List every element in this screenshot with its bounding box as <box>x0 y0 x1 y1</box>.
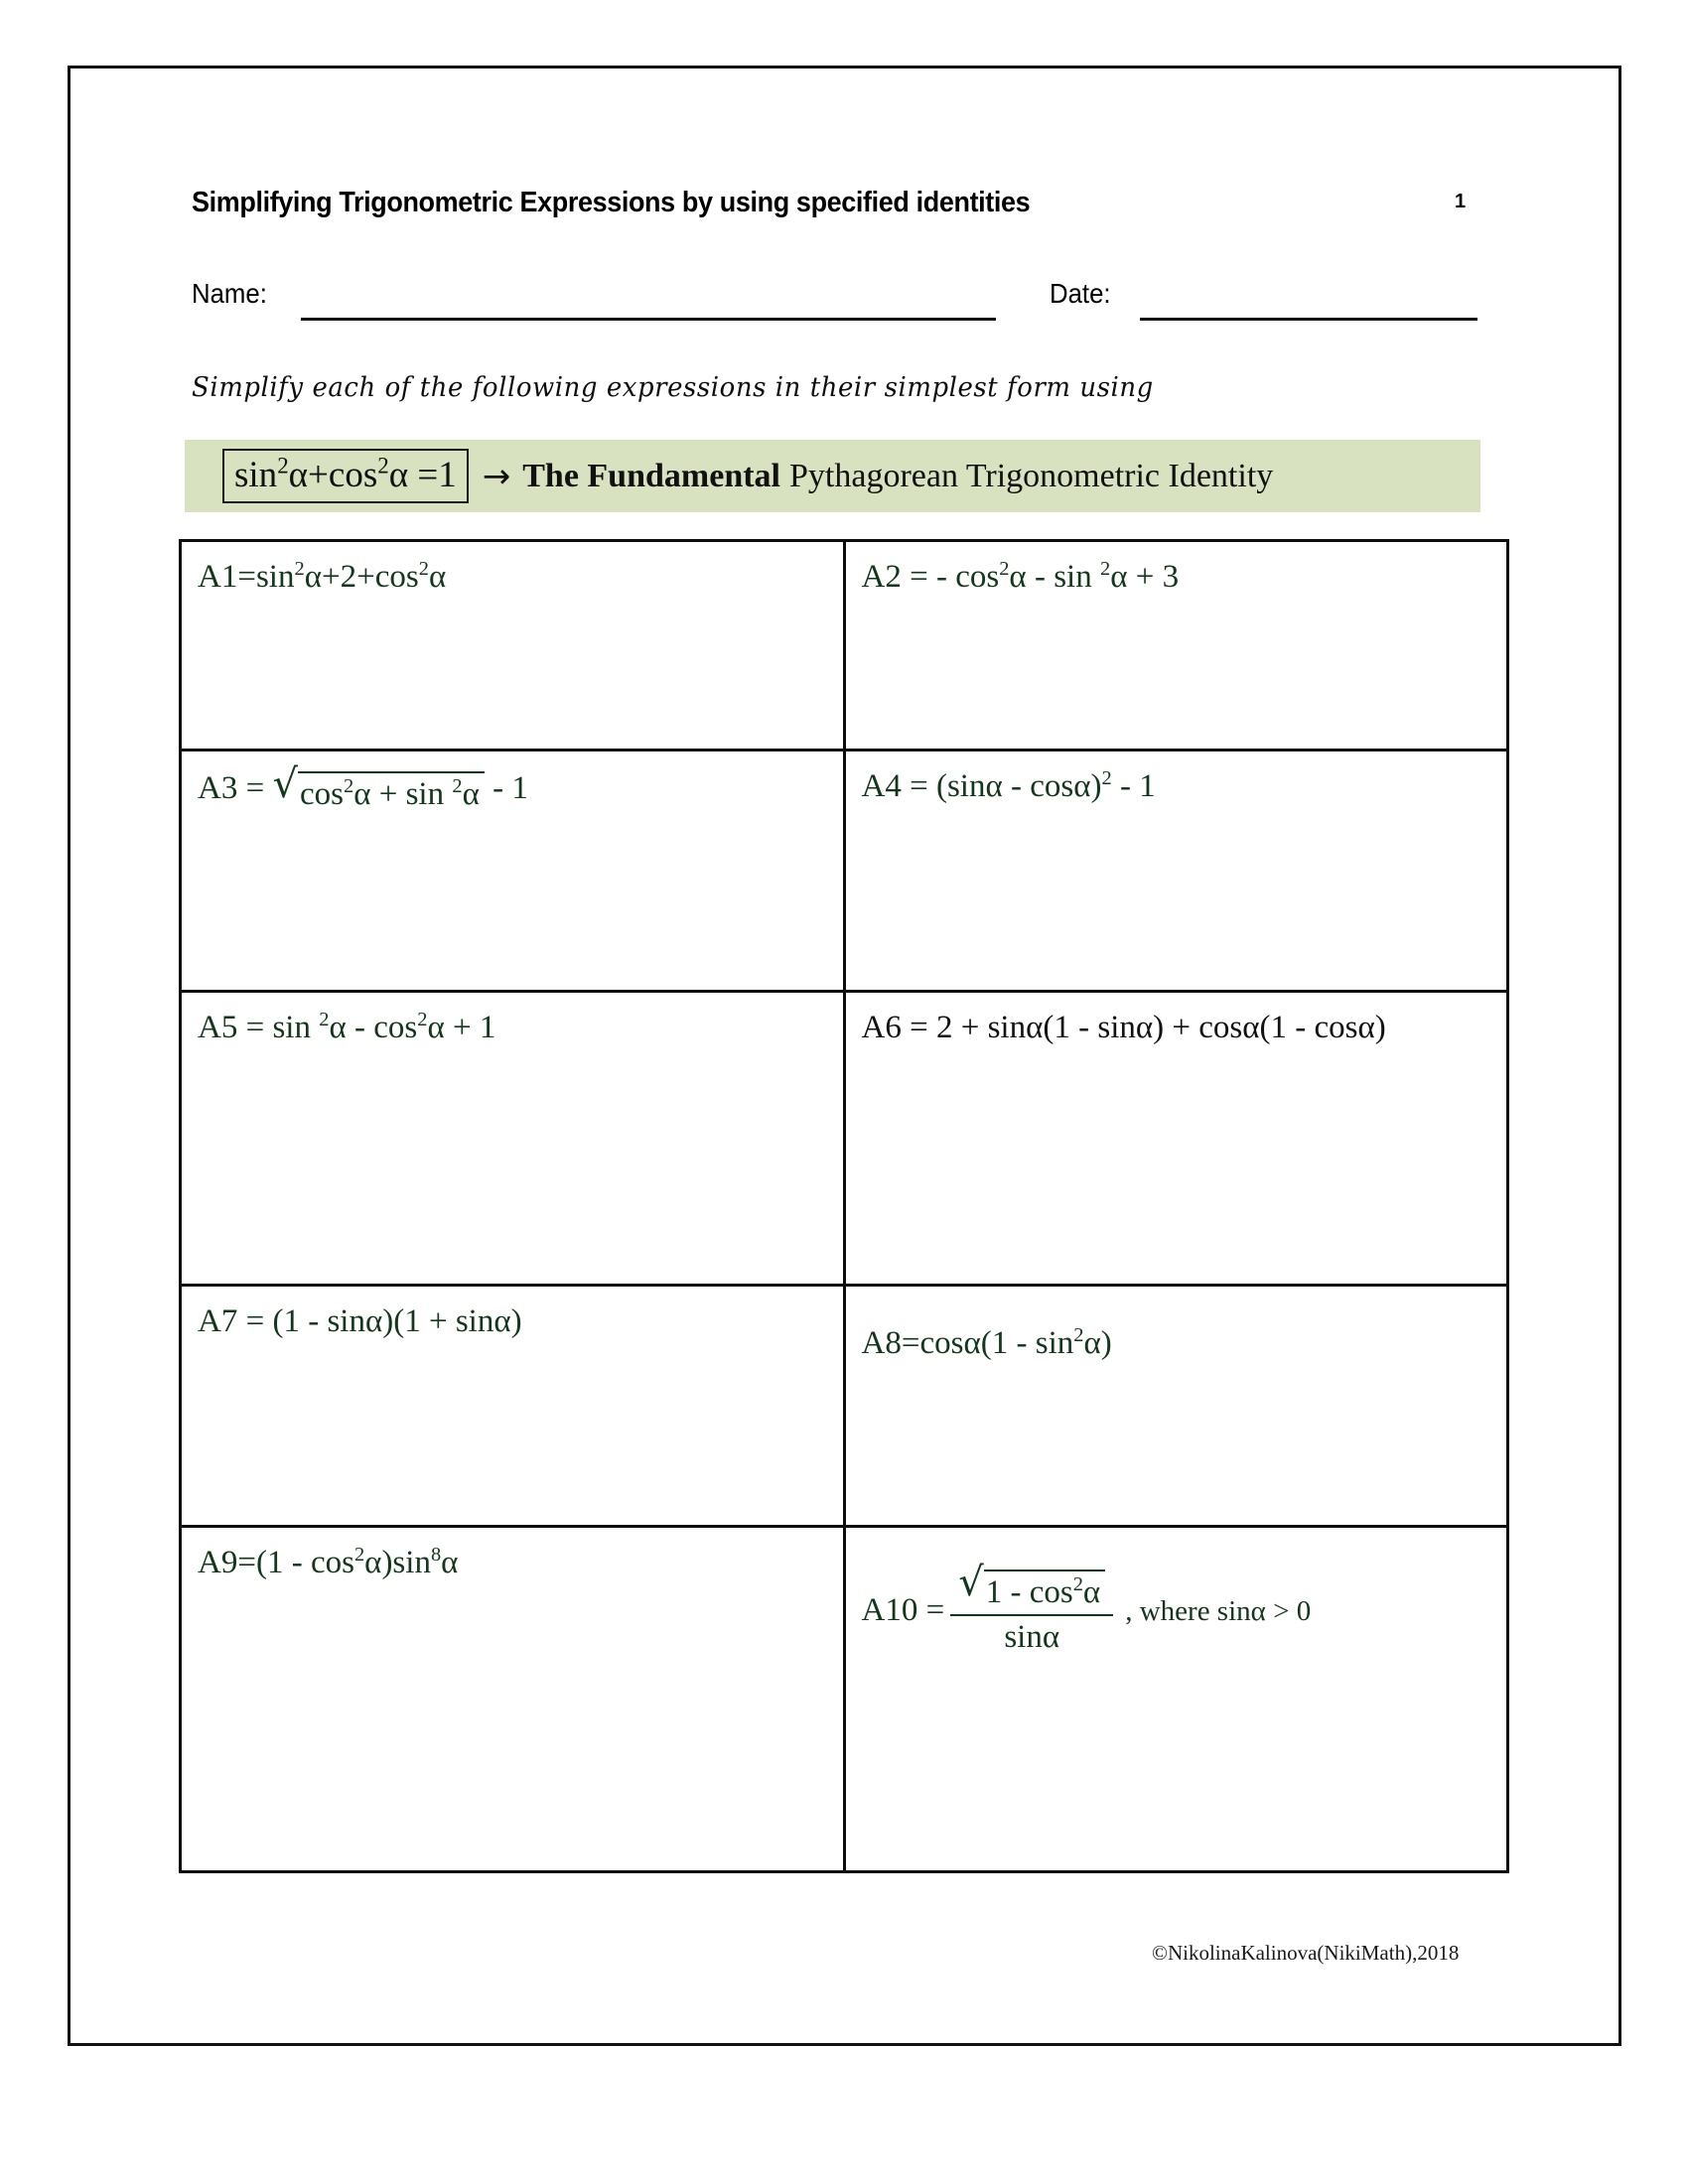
condition-text: , where sinα > 0 <box>1125 1594 1312 1627</box>
name-label: Name: <box>192 278 267 309</box>
arrow-icon: → <box>482 456 511 496</box>
problem-cell-a6[interactable] <box>844 992 1508 1286</box>
page-number: 1 <box>1455 191 1467 212</box>
instruction-text: Simplify each of the following expressions in their simplest form using <box>192 372 1154 403</box>
problem-cell-a5[interactable] <box>181 992 845 1286</box>
expression-a5: $A5 = \sin ^2\alpha - \cos^2\alpha + 1$ <box>198 1009 496 1045</box>
problem-cell-a2[interactable] <box>844 541 1508 751</box>
sqrt-icon: √ $\cos^2\alpha + \sin ^2\alpha$ <box>272 767 484 814</box>
identity-formula-box <box>222 449 469 503</box>
problem-cell-a3[interactable] <box>181 751 845 992</box>
fraction-numerator <box>950 1560 1113 1614</box>
problem-cell-a8[interactable] <box>844 1286 1508 1527</box>
identity-banner <box>185 440 1480 512</box>
problem-cell-a1[interactable] <box>181 541 845 751</box>
problem-cell-a7[interactable] <box>181 1286 845 1527</box>
identity-rest-text: Pythagorean Trigonometric Identity <box>789 457 1274 494</box>
expression-a1: $A1=\sin^2\alpha+2+\cos^2\alpha$ <box>198 558 447 595</box>
identity-bold-text: The Fundamental <box>522 457 780 494</box>
copyright-credit: ©NikolinaKalinova(NikiMath),2018 <box>1152 1941 1460 1965</box>
table-row <box>181 1286 1508 1527</box>
problem-cell-a10[interactable] <box>844 1527 1508 1872</box>
problem-cell-a9[interactable] <box>181 1527 845 1872</box>
expression-a10: A10 = √ $1 - \cos^2\alpha$ sinα , where sinα > 0 <box>861 1560 1312 1655</box>
expression-a9: $A9=(1 - \cos^2\alpha)\sin^8\alpha$ <box>198 1544 459 1580</box>
date-input-rule[interactable] <box>1140 318 1477 321</box>
identity-formula: $\sin^2\alpha+\cos^2\alpha =1$ <box>234 453 457 495</box>
expression-a6: A6 = 2 + sinα(1 - sinα) + cosα(1 - cosα) <box>861 1010 1386 1045</box>
date-label: Date: <box>1050 278 1111 309</box>
problems-table <box>179 539 1509 1873</box>
expression-a2: A2 = - $\cos^2\alpha - \sin ^2\alpha + 3$ <box>861 558 1180 595</box>
fraction-denominator: sinα <box>950 1614 1113 1657</box>
table-row <box>181 751 1508 992</box>
table-row <box>181 541 1508 751</box>
fraction <box>950 1560 1113 1657</box>
expression-a3: A3 = √ $\cos^2\alpha + \sin ^2\alpha$ - 1 <box>198 761 528 812</box>
sqrt-icon: √ $1 - \cos^2\alpha$ <box>958 1566 1105 1612</box>
expression-a4: A4 = (sinα - cosα)$^2$ - 1 <box>861 767 1156 804</box>
expression-a8: $A8=\cos\alpha(1 - \sin^2\alpha)$ <box>861 1324 1112 1361</box>
table-row <box>181 992 1508 1286</box>
table-row <box>181 1527 1508 1872</box>
expression-a7: A7 = (1 - sinα)(1 + sinα) <box>198 1303 522 1339</box>
name-input-rule[interactable] <box>301 318 996 321</box>
page-title: Simplifying Trigonometric Expressions by using specified identities <box>192 187 1031 218</box>
problem-cell-a4[interactable] <box>844 751 1508 992</box>
